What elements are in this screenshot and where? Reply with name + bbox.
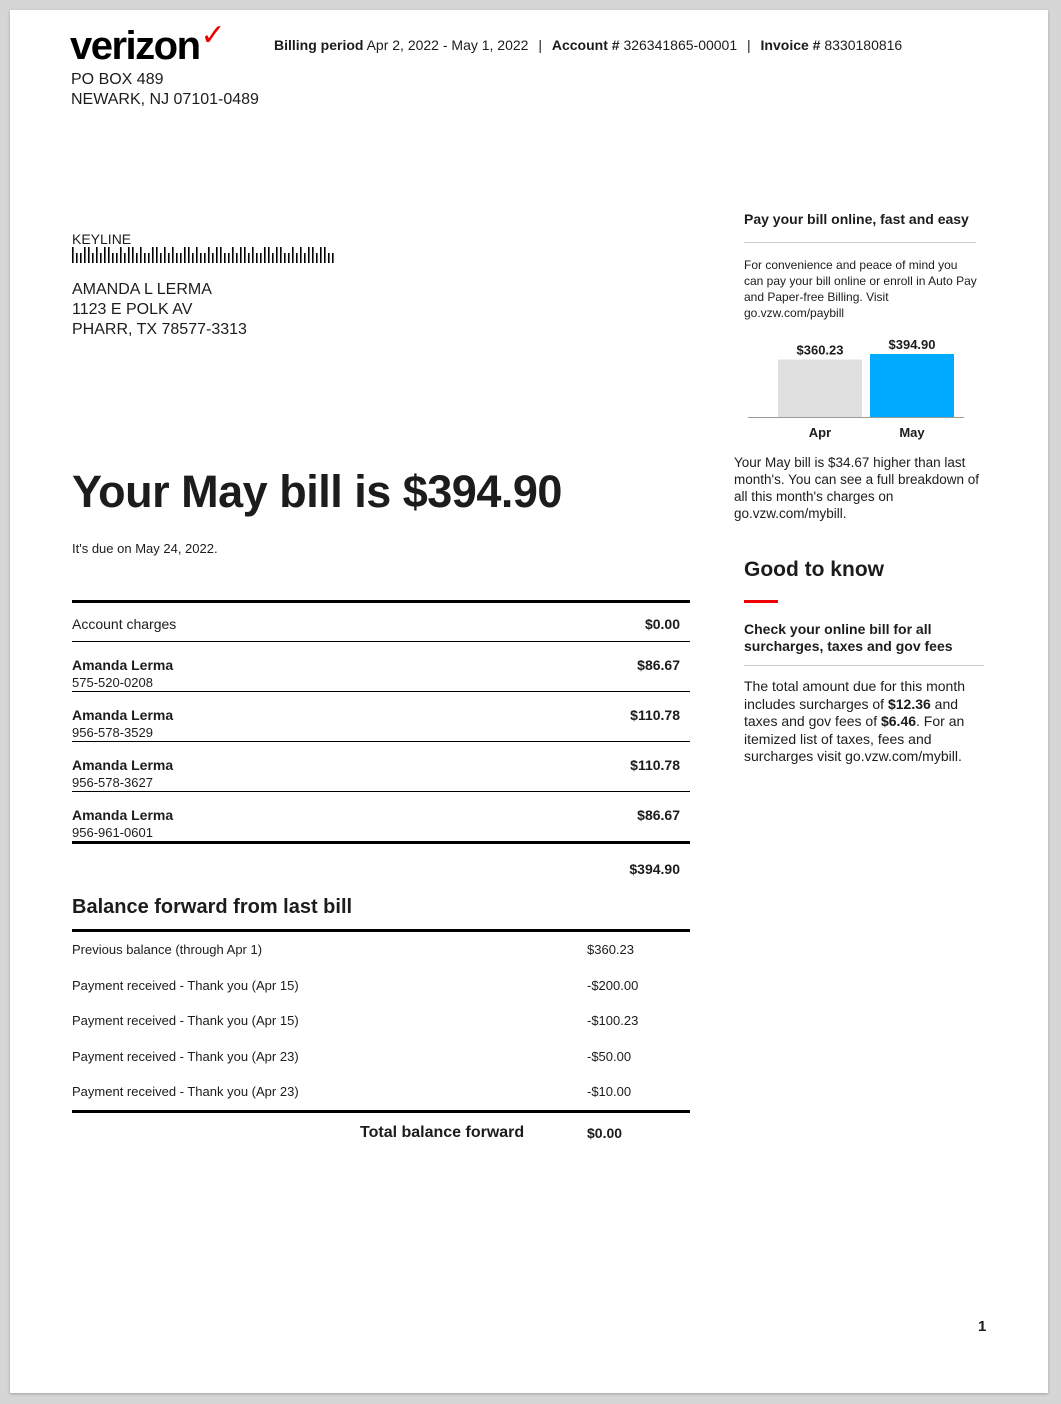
total-balance-label: Total balance forward bbox=[360, 1124, 525, 1141]
accent-bar bbox=[744, 600, 778, 603]
balance-label: Payment received - Thank you (Apr 23) bbox=[72, 1084, 299, 1099]
phone-number: 956-578-3627 bbox=[72, 775, 153, 790]
chart-category-label: May bbox=[899, 425, 925, 440]
good-to-know-subtitle: Check your online bill for all surcharges, taxes and gov fees bbox=[744, 621, 953, 654]
billing-header bbox=[274, 37, 902, 53]
invoice-label: Invoice # bbox=[760, 37, 821, 53]
account-number: 326341865-00001 bbox=[623, 37, 738, 53]
balance-amount: -$200.00 bbox=[587, 977, 639, 993]
phone-number: 956-961-0601 bbox=[72, 825, 153, 840]
divider bbox=[744, 242, 976, 243]
return-address bbox=[71, 70, 259, 110]
mailing-address bbox=[72, 280, 247, 340]
taxes-amount: $6.46 bbox=[880, 713, 917, 729]
charge-name: Amanda Lerma bbox=[72, 657, 174, 673]
chart-value-label: $360.23 bbox=[796, 342, 844, 358]
total-balance-amount: $0.00 bbox=[587, 1125, 623, 1141]
billing-period-value: Apr 2, 2022 - May 1, 2022 bbox=[366, 37, 529, 53]
charge-amount: $86.67 bbox=[637, 807, 680, 823]
pay-online-description: For convenience and peace of mind you can pay your bill online or enroll in Auto Pay and Paper-free Billing. Visit go.vzw.com/paybill bbox=[744, 258, 977, 320]
charge-amount: $86.67 bbox=[637, 657, 680, 673]
separator: | bbox=[747, 37, 751, 53]
table-row bbox=[72, 692, 690, 742]
balance-label: Payment received - Thank you (Apr 15) bbox=[72, 977, 299, 993]
account-label: Account # bbox=[551, 37, 620, 53]
table-row bbox=[72, 968, 690, 1004]
good-to-know-title: Good to know bbox=[744, 558, 884, 581]
verizon-logo: verizon✓ bbox=[70, 19, 225, 68]
balance-forward-title: Balance forward from last bill bbox=[72, 896, 353, 918]
chart-value-label: $394.90 bbox=[888, 337, 936, 352]
chart-bar-apr bbox=[778, 360, 862, 417]
checkmark-icon: ✓ bbox=[200, 19, 225, 52]
balance-amount: -$10.00 bbox=[587, 1084, 632, 1099]
gtk-text: and taxes and gov fees of bbox=[744, 695, 959, 729]
balance-amount: -$50.00 bbox=[587, 1048, 632, 1064]
charge-amount: $110.78 bbox=[630, 757, 680, 773]
surcharge-amount: $12.36 bbox=[887, 695, 931, 712]
balance-amount: $360.23 bbox=[587, 942, 634, 957]
table-row bbox=[72, 1039, 690, 1075]
bill-headline: Your May bill is $394.90 bbox=[72, 466, 562, 517]
phone-number: 575-520-0208 bbox=[72, 675, 153, 690]
charge-name: Account charges bbox=[72, 616, 177, 632]
charge-name: Amanda Lerma bbox=[72, 707, 174, 723]
table-row bbox=[72, 642, 690, 692]
due-date-text: It's due on May 24, 2022. bbox=[72, 541, 218, 556]
table-row bbox=[72, 932, 690, 968]
comparison-text: Your May bill is $34.67 higher than last month's. You can see a full breakdown of all this month's charges on go.vzw.com/mybill. bbox=[734, 455, 979, 521]
return-address-line: PO BOX 489 bbox=[71, 71, 164, 88]
phone-number: 956-578-3529 bbox=[72, 725, 153, 740]
keyline: KEYLINE bbox=[72, 231, 132, 247]
table-row bbox=[72, 742, 690, 792]
table-row bbox=[72, 603, 690, 642]
postal-barcode bbox=[72, 247, 336, 263]
page-number: 1 bbox=[978, 1318, 987, 1335]
table-row bbox=[72, 792, 690, 841]
balance-label: Payment received - Thank you (Apr 15) bbox=[72, 1013, 299, 1028]
charges-total: $394.90 bbox=[629, 861, 680, 877]
bill-page bbox=[10, 10, 1048, 1393]
pay-online-title: Pay your bill online, fast and easy bbox=[744, 211, 969, 227]
balance-amount: -$100.23 bbox=[587, 1013, 639, 1028]
balance-label: Previous balance (through Apr 1) bbox=[72, 942, 263, 957]
gtk-text: The total amount due for this month includes surcharges of bbox=[744, 678, 966, 712]
balance-forward-table bbox=[72, 929, 690, 1113]
charges-table bbox=[72, 600, 690, 844]
charge-amount: $0.00 bbox=[644, 616, 680, 632]
charge-name: Amanda Lerma bbox=[72, 757, 174, 773]
billing-period-label: Billing period bbox=[274, 37, 364, 53]
divider bbox=[744, 665, 984, 666]
address-line: AMANDA L LERMA bbox=[72, 281, 212, 298]
address-line: 1123 E POLK AV bbox=[72, 301, 193, 318]
table-row bbox=[72, 1074, 690, 1110]
charge-name: Amanda Lerma bbox=[72, 807, 174, 823]
chart-bar-may bbox=[870, 354, 954, 417]
address-line: PHARR, TX 78577-3313 bbox=[72, 321, 247, 338]
chart-category-label: Apr bbox=[808, 425, 832, 440]
good-to-know-body bbox=[744, 678, 984, 766]
bill-comparison-chart bbox=[748, 332, 968, 444]
charge-amount: $110.78 bbox=[630, 707, 680, 723]
table-row bbox=[72, 1003, 690, 1039]
gtk-text: . For an itemized list of taxes, fees and surcharges visit go.vzw.com/mybill. bbox=[744, 713, 965, 764]
separator: | bbox=[538, 37, 542, 53]
invoice-number: 8330180816 bbox=[824, 37, 903, 53]
return-address-line: NEWARK, NJ 07101-0489 bbox=[71, 91, 259, 108]
balance-label: Payment received - Thank you (Apr 23) bbox=[72, 1048, 299, 1064]
